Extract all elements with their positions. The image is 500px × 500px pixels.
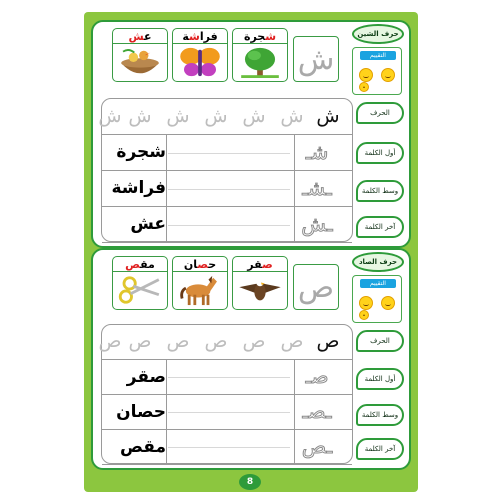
word-card-eagle <box>232 256 288 310</box>
word-card-scissors <box>112 256 168 310</box>
label-word-start: أول الكلمة <box>356 368 404 390</box>
model-word: شجرة <box>116 142 166 162</box>
trace-letter: ش <box>128 105 152 127</box>
trace-letter: ص <box>166 330 190 352</box>
page-number: 8 <box>239 474 261 490</box>
sad-practice-grid <box>98 324 353 464</box>
eagle-picture <box>237 274 283 306</box>
nest-picture <box>117 46 163 78</box>
writing-line[interactable] <box>168 153 290 154</box>
trace-letter: ش <box>166 105 190 127</box>
model-letter: ش <box>316 105 340 127</box>
label-word-end: آخر الكلمة <box>356 216 404 238</box>
label-word-middle: وسط الكلمة <box>356 404 404 426</box>
trace-form: ـصـ <box>302 399 332 423</box>
writing-line[interactable] <box>168 447 290 448</box>
column-divider <box>166 360 167 463</box>
trace-letter: ص <box>242 330 266 352</box>
smiley-face-icon[interactable] <box>359 296 373 310</box>
letter-practice-row <box>98 325 352 360</box>
worksheet-page <box>84 12 418 492</box>
word-card-tree <box>232 28 288 82</box>
smiley-face-icon[interactable] <box>359 68 373 82</box>
column-divider <box>294 360 295 463</box>
word-label: صقر <box>233 258 287 272</box>
sheen-practice-grid <box>98 98 353 242</box>
sheen-panel <box>91 20 411 248</box>
sheen-letter-box: ش <box>293 36 339 82</box>
label-word-start: أول الكلمة <box>356 142 404 164</box>
sad-title: حرف الصاد <box>352 252 404 272</box>
smiley-face-icon[interactable] <box>381 68 395 82</box>
word-card-nest <box>112 28 168 82</box>
word-card-horse <box>172 256 228 310</box>
trace-letter: ش <box>280 105 304 127</box>
letter-practice-row <box>98 99 352 135</box>
word-end-row <box>102 430 352 465</box>
trace-form: ـش <box>301 212 333 236</box>
word-label: عش <box>113 30 167 44</box>
column-divider <box>166 135 167 241</box>
model-letter: ص <box>316 330 340 352</box>
trace-letter: ش <box>98 105 122 127</box>
horse-picture <box>177 274 223 306</box>
evaluation-label: التقييم <box>360 279 396 288</box>
writing-line[interactable] <box>168 189 290 190</box>
model-word: حصان <box>116 402 166 422</box>
butterfly-picture <box>177 46 223 78</box>
sad-sidebar <box>352 252 406 464</box>
writing-line[interactable] <box>168 225 290 226</box>
writing-line[interactable] <box>168 412 290 413</box>
label-letter: الحرف <box>356 102 404 124</box>
word-end-row <box>102 207 352 243</box>
sad-evaluation-box <box>352 275 402 323</box>
word-card-butterfly <box>172 28 228 82</box>
trace-letter: ص <box>204 330 228 352</box>
trace-form: صـ <box>305 364 329 388</box>
column-divider <box>294 135 295 241</box>
word-label: حصان <box>173 258 227 272</box>
label-letter: الحرف <box>356 330 404 352</box>
label-word-middle: وسط الكلمة <box>356 180 404 202</box>
tree-picture <box>237 46 283 78</box>
smiley-face-icon[interactable] <box>359 310 369 320</box>
trace-letter: ص <box>128 330 152 352</box>
word-label: شجرة <box>233 30 287 44</box>
trace-letter: ص <box>98 330 122 352</box>
sad-panel <box>91 248 411 470</box>
model-word: مقص <box>120 437 166 457</box>
sad-letter-box: ص <box>293 264 339 310</box>
writing-line[interactable] <box>168 377 290 378</box>
trace-letter: ش <box>204 105 228 127</box>
sheen-title: حرف الشين <box>352 24 404 44</box>
trace-form: شـ <box>305 140 329 164</box>
model-word: صقر <box>126 367 166 387</box>
sheen-sidebar <box>352 24 406 242</box>
word-middle-row <box>102 171 352 207</box>
word-label: فراشة <box>173 30 227 44</box>
trace-form: ـشـ <box>302 176 332 200</box>
model-word: عش <box>130 214 166 234</box>
smiley-face-icon[interactable] <box>381 296 395 310</box>
trace-form: ـص <box>301 434 333 458</box>
word-start-row <box>102 360 352 395</box>
label-word-end: آخر الكلمة <box>356 438 404 460</box>
word-middle-row <box>102 395 352 430</box>
evaluation-label: التقييم <box>360 51 396 60</box>
sheen-evaluation-box <box>352 47 402 95</box>
trace-letter: ش <box>242 105 266 127</box>
trace-letter: ص <box>280 330 304 352</box>
word-start-row <box>102 135 352 171</box>
model-word: فراشة <box>111 178 166 198</box>
word-label: مقص <box>113 258 167 272</box>
scissors-picture <box>117 274 163 306</box>
smiley-face-icon[interactable] <box>359 82 369 92</box>
